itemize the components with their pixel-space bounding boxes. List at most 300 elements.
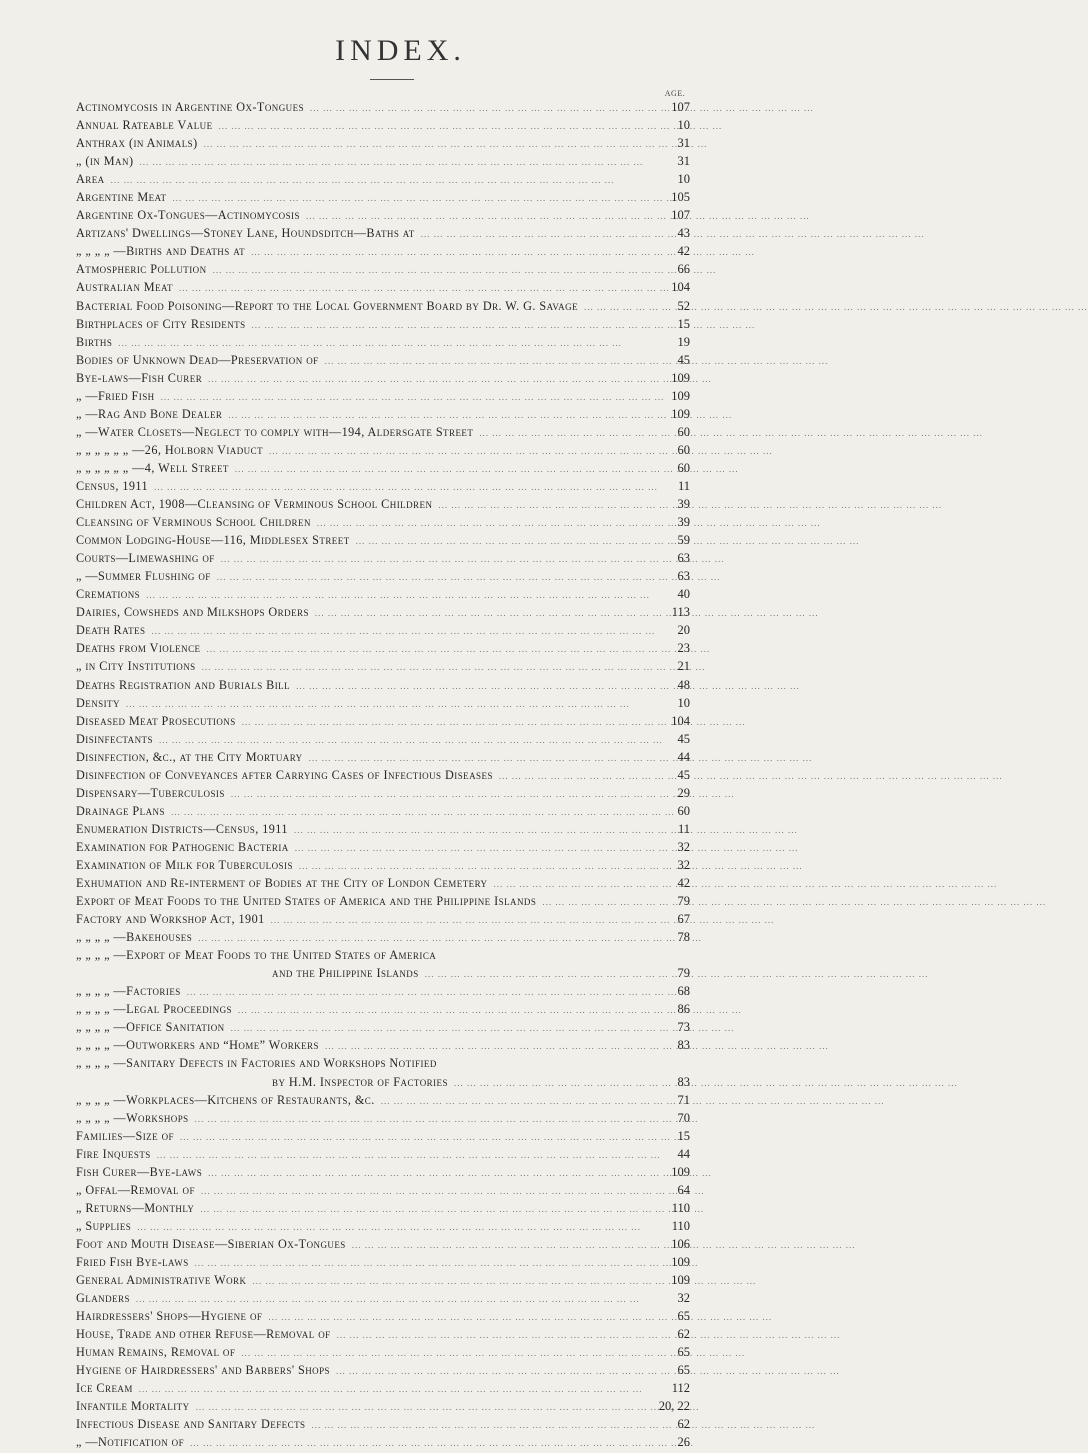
entry-page-number: 15 <box>677 316 690 331</box>
entry-page-number: 66 <box>677 262 690 277</box>
index-entry <box>76 874 690 892</box>
entry-page-number: 32 <box>677 857 690 872</box>
dot-leader <box>415 225 666 243</box>
dot-leader <box>200 640 666 658</box>
entry-text: Infectious Disease and Sanitary Defects <box>76 1417 306 1432</box>
dot-leader <box>130 1290 666 1308</box>
entry-page-number: 86 <box>677 1002 690 1017</box>
dot-leader <box>289 839 666 857</box>
entry-text: Argentine Ox-Tongues—Actinomycosis <box>76 208 300 223</box>
entry-page-number: 62 <box>677 1417 690 1432</box>
entry-text: „ „ „ „ —Births and Deaths at <box>76 244 246 259</box>
entry-page-number: 109 <box>671 1255 690 1269</box>
dot-leader <box>181 983 666 1001</box>
entry-text: Human Remains, Removal of <box>76 1345 236 1360</box>
index-list <box>76 98 690 1452</box>
index-entry <box>76 351 690 369</box>
entry-text: Fried Fish Bye-laws <box>76 1255 189 1269</box>
entry-text: Density <box>76 695 120 710</box>
index-entry <box>76 1199 690 1217</box>
dot-leader <box>288 821 666 839</box>
index-entry <box>76 369 690 387</box>
dot-leader <box>300 207 666 225</box>
entry-text: „ „ „ „ —Office Sanitation <box>76 1020 225 1035</box>
entry-text: Area <box>76 172 105 187</box>
entry-page-number: 59 <box>677 533 690 548</box>
entry-text: Hairdressers' Shops—Hygiene of <box>76 1309 263 1324</box>
entry-page-number: 10 <box>677 172 690 187</box>
dot-leader <box>105 171 666 189</box>
entry-text: Annual Rateable Value <box>76 118 213 133</box>
dot-leader <box>198 135 666 153</box>
entry-text: Dairies, Cowsheds and Milkshops Orders <box>76 605 309 620</box>
index-entry <box>76 1433 690 1451</box>
entry-page-number: 60 <box>677 460 690 475</box>
entry-text: House, Trade and other Refuse—Removal of <box>76 1327 331 1342</box>
entry-page-number: 29 <box>677 785 690 800</box>
index-entry <box>76 1325 690 1343</box>
index-entry <box>76 333 690 351</box>
entry-page-number: 70 <box>677 1110 690 1125</box>
entry-page-number: 107 <box>671 100 690 114</box>
dot-leader <box>331 1326 666 1344</box>
entry-text: Diseased Meat Prosecutions <box>76 713 236 728</box>
dot-leader <box>265 911 666 929</box>
dot-leader <box>263 442 666 460</box>
index-entry <box>76 585 690 603</box>
index-entry <box>76 1307 690 1325</box>
dot-leader <box>213 117 666 135</box>
entry-text: Infantile Mortality <box>76 1399 190 1414</box>
dot-leader <box>211 568 666 586</box>
index-entry <box>76 657 690 675</box>
index-entry <box>76 531 690 549</box>
index-entry <box>76 224 690 242</box>
entry-page-number: 109 <box>671 370 690 385</box>
entry-page-number: 106 <box>671 1236 690 1251</box>
entry-text: „ „ „ „ —Outworkers and “Home” Workers <box>76 1038 319 1053</box>
entry-page-number: 109 <box>671 406 690 421</box>
entry-text: Export of Meat Foods to the United States of America and the Philippine Islands <box>76 894 537 909</box>
entry-page-number: 71 <box>677 1092 690 1107</box>
index-entry <box>76 188 690 206</box>
entry-page-number: 32 <box>677 1291 690 1306</box>
entry-text: Artizans' Dwellings—Stoney Lane, Houndsditch—Baths at <box>76 226 415 241</box>
index-entry <box>76 892 690 910</box>
index-entry <box>76 459 690 477</box>
entry-text: Exhumation and Re-interment of Bodies at the City of London Cemetery <box>76 876 488 891</box>
dot-leader <box>192 929 666 947</box>
dot-leader <box>290 677 666 695</box>
entry-page-number: 45 <box>677 767 690 782</box>
dot-leader <box>225 785 666 803</box>
entry-page-number: 10 <box>677 695 690 710</box>
entry-text: „ „ „ „ —Workplaces—Kitchens of Restaurants, &c. <box>76 1092 375 1107</box>
index-entry <box>76 1181 690 1199</box>
entry-page-number: 21 <box>677 659 690 674</box>
entry-text: Fire Inquests <box>76 1146 151 1161</box>
entry-page-number: 79 <box>677 894 690 909</box>
entry-page-number: 52 <box>677 298 690 313</box>
index-entry <box>76 1145 690 1163</box>
entry-text: Foot and Mouth Disease—Siberian Ox-Tongues <box>76 1236 346 1251</box>
entry-text: Birthplaces of City Residents <box>76 316 246 331</box>
index-entry <box>76 1289 690 1307</box>
dot-leader <box>120 695 666 713</box>
index-entry <box>76 495 690 513</box>
index-entry <box>76 1018 690 1036</box>
index-entry <box>76 206 690 224</box>
index-entry <box>76 260 690 278</box>
entry-text: „ —Water Closets—Neglect to comply with—194, Aldersgate Street <box>76 424 474 439</box>
entry-page-number: 45 <box>677 731 690 746</box>
entry-page-number: 44 <box>677 1146 690 1161</box>
entry-text: Bye-laws—Fish Curer <box>76 370 203 385</box>
page-title: INDEX. <box>335 34 466 67</box>
dot-leader <box>112 334 666 352</box>
entry-text: Glanders <box>76 1291 130 1306</box>
entry-text: and the Philippine Islands <box>272 966 419 981</box>
index-entry <box>76 1054 690 1072</box>
dot-leader <box>232 1001 666 1019</box>
dot-leader <box>293 857 666 875</box>
dot-leader <box>145 622 666 640</box>
dot-leader <box>246 316 666 334</box>
entry-text: „ „ „ „ —Sanitary Defects in Factories and Workshops Notified <box>76 1056 437 1071</box>
dot-leader <box>174 1128 666 1146</box>
entry-page-number: 42 <box>677 244 690 259</box>
dot-leader <box>375 1092 666 1110</box>
entry-page-number: 60 <box>677 424 690 439</box>
dot-leader <box>246 1272 666 1290</box>
index-entry <box>76 242 690 260</box>
entry-page-number: 20 <box>677 623 690 638</box>
dot-leader <box>419 965 666 983</box>
index-entry <box>76 748 690 766</box>
dot-leader <box>319 1037 666 1055</box>
page-column-header: AGE. <box>664 89 686 98</box>
entry-page-number: 83 <box>677 1038 690 1053</box>
index-entry <box>76 152 690 170</box>
index-entry <box>76 116 690 134</box>
dot-leader <box>131 1218 666 1236</box>
dot-leader <box>309 604 666 622</box>
index-entry <box>76 802 690 820</box>
entry-page-number: 44 <box>677 749 690 764</box>
entry-text: Disinfection of Conveyances after Carrying Cases of Infectious Diseases <box>76 767 493 782</box>
dot-leader <box>536 893 666 911</box>
entry-page-number: 48 <box>677 677 690 692</box>
entry-page-number: 65 <box>677 1309 690 1324</box>
index-entry <box>76 639 690 657</box>
index-entry <box>76 621 690 639</box>
dot-leader <box>488 875 666 893</box>
index-entry <box>76 1036 690 1054</box>
dot-leader <box>133 153 666 171</box>
entry-text: „ —Rag And Bone Dealer <box>76 406 223 421</box>
entry-text: Children Act, 1908—Cleansing of Verminous School Children <box>76 497 433 512</box>
index-entry <box>76 910 690 928</box>
entry-text: Ice Cream <box>76 1381 133 1396</box>
entry-text: „ „ „ „ —Bakehouses <box>76 930 193 945</box>
index-entry <box>76 1127 690 1145</box>
dot-leader <box>262 1308 666 1326</box>
entry-text: Courts—Limewashing of <box>76 551 215 566</box>
entry-text: „ „ „ „ —Workshops <box>76 1110 189 1125</box>
entry-text: „ Offal—Removal of <box>76 1182 195 1197</box>
index-entry <box>76 441 690 459</box>
dot-leader <box>140 586 666 604</box>
index-entry <box>76 387 690 405</box>
entry-page-number: 110 <box>671 1200 690 1215</box>
entry-text: Argentine Meat <box>76 190 167 205</box>
index-entry <box>76 982 690 1000</box>
dot-leader <box>346 1236 666 1254</box>
entry-text: Factory and Workshop Act, 1901 <box>76 912 265 927</box>
dot-leader <box>155 388 666 406</box>
entry-text: „ Returns—Monthly <box>76 1200 195 1215</box>
dot-leader <box>473 424 666 442</box>
index-entry <box>76 98 690 116</box>
index-entry <box>76 784 690 802</box>
entry-page-number: 40 <box>677 587 690 602</box>
dot-leader <box>311 514 666 532</box>
entry-text: Anthrax (in Animals) <box>76 136 198 151</box>
entry-text: Actinomycosis in Argentine Ox-Tongues <box>76 100 305 114</box>
entry-text: Atmospheric Pollution <box>76 262 207 277</box>
entry-text: „ (in Man) <box>76 154 134 169</box>
entry-text: Families—Size of <box>76 1128 174 1143</box>
entry-page-number: 110 <box>671 1218 690 1233</box>
entry-page-number: 42 <box>677 876 690 891</box>
entry-page-number: 67 <box>677 912 690 927</box>
entry-text: by H.M. Inspector of Factories <box>272 1074 448 1089</box>
entry-text: Death Rates <box>76 623 146 638</box>
index-entry <box>76 946 690 964</box>
dot-leader <box>202 1164 666 1182</box>
entry-page-number: 39 <box>677 515 690 530</box>
entry-text: „ „ „ „ „ „ —4, Well Street <box>76 460 229 475</box>
index-entry <box>76 423 690 441</box>
dot-leader <box>148 478 666 496</box>
entry-page-number: 60 <box>677 803 690 818</box>
entry-page-number: 39 <box>677 497 690 512</box>
entry-text: Census, 1911 <box>76 478 149 493</box>
index-entry <box>76 315 690 333</box>
entry-text: „ „ „ „ —Export of Meat Foods to the United States of America <box>76 948 437 963</box>
entry-text: Enumeration Districts—Census, 1911 <box>76 821 288 836</box>
dot-leader <box>578 298 666 316</box>
index-entry <box>76 1091 690 1109</box>
entry-text: „ „ „ „ —Factories <box>76 984 181 999</box>
index-entry <box>76 170 690 188</box>
dot-leader <box>133 1380 666 1398</box>
index-entry <box>76 1217 690 1235</box>
dot-leader <box>493 767 666 785</box>
entry-text: Bacterial Food Poisoning—Report to the Local Government Board by Dr. W. G. Savage <box>76 298 579 313</box>
dot-leader <box>207 261 666 279</box>
dot-leader <box>173 279 666 297</box>
entry-page-number: 68 <box>677 984 690 999</box>
dot-leader <box>195 1182 666 1200</box>
entry-text: Disinfection, &c., at the City Mortuary <box>76 749 303 764</box>
dot-leader <box>153 731 666 749</box>
dot-leader <box>215 550 666 568</box>
entry-text: Cleansing of Verminous School Children <box>76 515 311 530</box>
dot-leader <box>304 99 666 117</box>
index-entry <box>76 1361 690 1379</box>
dot-leader <box>319 352 666 370</box>
entry-page-number: 23 <box>677 641 690 656</box>
entry-page-number: 104 <box>671 280 690 295</box>
entry-text: Australian Meat <box>76 280 173 295</box>
entry-text: Examination for Pathogenic Bacteria <box>76 839 289 854</box>
entry-page-number: 109 <box>671 1164 690 1179</box>
entry-page-number: 83 <box>677 1074 690 1089</box>
entry-page-number: 19 <box>677 334 690 349</box>
dot-leader <box>432 496 666 514</box>
index-entry <box>76 928 690 946</box>
dot-leader <box>196 658 666 676</box>
index-entry <box>76 1163 690 1181</box>
entry-text: „ Supplies <box>76 1218 132 1233</box>
entry-page-number: 105 <box>671 190 690 205</box>
dot-leader <box>165 803 666 821</box>
index-entry <box>76 405 690 423</box>
index-entry <box>76 549 690 567</box>
dot-leader <box>225 1019 666 1037</box>
entry-page-number: 64 <box>677 1182 690 1197</box>
entry-text: Hygiene of Hairdressers' and Barbers' Shops <box>76 1363 331 1378</box>
entry-text: Examination of Milk for Tuberculosis <box>76 857 293 872</box>
entry-text: „ in City Institutions <box>76 659 196 674</box>
entry-page-number: 26 <box>677 1435 690 1450</box>
dot-leader <box>235 1344 666 1362</box>
dot-leader <box>151 1146 666 1164</box>
entry-text: „ „ „ „ „ „ —26, Holborn Viaduct <box>76 442 264 457</box>
index-entry <box>76 1073 690 1091</box>
dot-leader <box>448 1074 666 1092</box>
index-entry <box>76 297 690 315</box>
entry-page-number: 10 <box>677 118 690 133</box>
index-entry <box>76 730 690 748</box>
entry-text: Deaths from Violence <box>76 641 201 656</box>
dot-leader <box>190 1398 659 1416</box>
entry-page-number: 11 <box>677 821 690 836</box>
entry-page-number: 62 <box>677 1327 690 1342</box>
entry-text: „ „ „ „ —Legal Proceedings <box>76 1002 232 1017</box>
index-entry <box>76 676 690 694</box>
entry-page-number: 63 <box>677 551 690 566</box>
index-entry <box>76 1271 690 1289</box>
entry-page-number: 112 <box>671 1381 690 1396</box>
index-entry <box>76 820 690 838</box>
entry-text: Fish Curer—Bye-laws <box>76 1164 203 1179</box>
entry-page-number: 107 <box>671 208 690 223</box>
index-entry <box>76 964 690 982</box>
entry-page-number: 32 <box>677 839 690 854</box>
index-entry <box>76 1235 690 1253</box>
title-rule <box>370 79 414 80</box>
entry-text: Disinfectants <box>76 731 153 746</box>
index-entry <box>76 513 690 531</box>
entry-page-number: 104 <box>671 713 690 728</box>
dot-leader <box>236 713 666 731</box>
entry-page-number: 73 <box>677 1020 690 1035</box>
entry-page-number: 63 <box>677 569 690 584</box>
entry-page-number: 31 <box>677 154 690 169</box>
entry-page-number: 65 <box>677 1345 690 1360</box>
entry-text: „ —Fried Fish <box>76 388 155 403</box>
index-entry <box>76 766 690 784</box>
entry-text: Drainage Plans <box>76 803 165 818</box>
index-entry <box>76 134 690 152</box>
entry-page-number: 109 <box>671 1273 690 1288</box>
index-entry <box>76 477 690 495</box>
dot-leader <box>245 243 666 261</box>
dot-leader <box>303 749 666 767</box>
index-entry <box>76 1397 690 1415</box>
dot-leader <box>350 532 666 550</box>
index-entry <box>76 567 690 585</box>
entry-text: Deaths Registration and Burials Bill <box>76 677 291 692</box>
dot-leader <box>229 460 666 478</box>
entry-text: Births <box>76 334 113 349</box>
entry-page-number: 60 <box>677 442 690 457</box>
entry-text: General Administrative Work <box>76 1273 247 1288</box>
entry-page-number: 45 <box>677 352 690 367</box>
entry-text: Common Lodging-House—116, Middlesex Street <box>76 533 350 548</box>
index-entry <box>76 1000 690 1018</box>
entry-page-number: 78 <box>677 930 690 945</box>
index-entry <box>76 1253 690 1271</box>
index-entry <box>76 838 690 856</box>
entry-page-number: 15 <box>677 1128 690 1143</box>
dot-leader <box>202 370 666 388</box>
index-entry <box>76 856 690 874</box>
dot-leader <box>189 1254 666 1272</box>
dot-leader <box>166 189 666 207</box>
dot-leader <box>189 1110 666 1128</box>
index-entry <box>76 1415 690 1433</box>
dot-leader <box>330 1362 666 1380</box>
dot-leader <box>184 1434 666 1452</box>
entry-page-number: 79 <box>677 966 690 981</box>
entry-page-number: 109 <box>671 388 690 403</box>
entry-text: Dispensary—Tuberculosis <box>76 785 225 800</box>
entry-page-number: 43 <box>677 226 690 241</box>
entry-page-number: 11 <box>677 478 690 493</box>
entry-text: Cremations <box>76 587 141 602</box>
entry-page-number: 113 <box>671 605 690 620</box>
index-entry <box>76 603 690 621</box>
index-entry <box>76 1379 690 1397</box>
index-entry <box>76 694 690 712</box>
dot-leader <box>222 406 666 424</box>
entry-page-number: 31 <box>677 136 690 151</box>
entry-page-number: 65 <box>677 1363 690 1378</box>
index-entry <box>76 1109 690 1127</box>
index-entry <box>76 1343 690 1361</box>
entry-text: Bodies of Unknown Dead—Preservation of <box>76 352 319 367</box>
dot-leader <box>194 1200 666 1218</box>
index-entry <box>76 278 690 296</box>
entry-text: „ —Summer Flushing of <box>76 569 211 584</box>
index-entry <box>76 712 690 730</box>
entry-text: „ —Notification of <box>76 1435 185 1450</box>
entry-page-number: 20, 22 <box>658 1399 690 1414</box>
dot-leader <box>305 1416 666 1434</box>
